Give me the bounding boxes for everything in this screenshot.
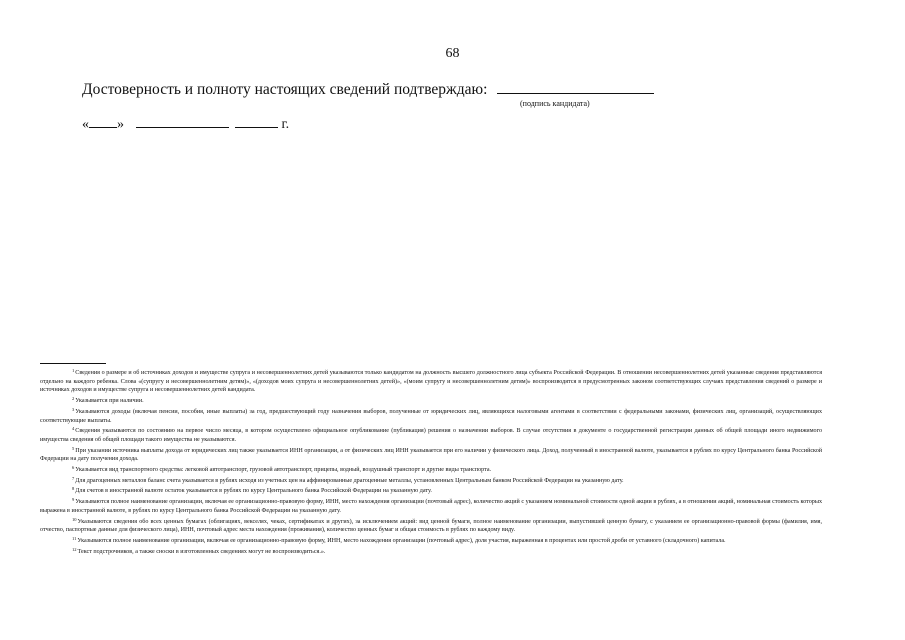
- footnote-text: При указании источника выплаты дохода от юридических лиц также указывается ИНН организации, а от физических лиц ИНН указывается при его наличии у физического лица. Доход, полученный в иностранной валюте, указывается в рублях по курсу Центрального банка Российской Федерации на дату получения дохода.: [40, 447, 822, 463]
- footnote: [40, 367, 822, 395]
- footnote-mark: 10: [72, 516, 77, 522]
- close-quote: »: [117, 117, 124, 132]
- footnote-text: Сведения указываются по состоянию на первое число месяца, в котором осуществлено официальное опубликование (публикация) решения о назначении выборов. В случае отсутствия в документе о государственной регистрации данных об общей площади иного недвижимого имущества сведения об общей площади такого имущества не указываются.: [40, 428, 822, 443]
- confirmation-text: Достоверность и полноту настоящих сведений подтверждаю:: [82, 81, 488, 98]
- footnote-mark: 11: [72, 535, 77, 541]
- footnote-text: Для драгоценных металлов баланс счета указывается в рублях исходя из учетных цен на аффинированные драгоценные металлы, установленных Центральным банком Российской Федерации на указанную дату.: [75, 477, 624, 484]
- footnote: [40, 406, 822, 425]
- confirmation-line: [82, 79, 654, 99]
- footnote-text: Указываются полное наименование организации, включая ее организационно-правовую форму, ИНН, место нахождения организации (почтовый адрес), количество акций с указанием номинальной стоимости одной акции в рублях, а в отношении акций, номинальная стоимость которых выражена в иностранной валюте, в рублях по курсу Центрального банка Российской Федерации на указанную дату.: [40, 499, 822, 514]
- day-blank: [89, 115, 117, 128]
- footnote: [40, 445, 822, 464]
- footnote-text: Указывается при наличии.: [75, 398, 144, 405]
- footnote-text: Указываются полное наименование организации, включая ее организационно-правовую форму, ИНН, место нахождения организации (почтовый адрес), доля участия, выраженная в процентах или простой дроби от уставного (складочного) капитала.: [77, 537, 726, 544]
- open-quote: «: [82, 117, 89, 132]
- footnote: [40, 496, 822, 515]
- footnote: [40, 464, 822, 475]
- footnote-text: Текст подстрочников, а также сноски в изготовленных сведениях могут не воспроизводиться.».: [77, 548, 326, 555]
- footnote: [40, 425, 822, 444]
- page-number: 68: [445, 46, 460, 61]
- footnote-text: Указываются доходы (включая пенсии, пособия, иные выплаты) за год, предшествующий году назначения выборов, полученные от юридических лиц, являющихся налоговыми агентами в соответствии с федеральными законами, физических лиц, организаций, осуществляющих соответствующие выплаты.: [40, 408, 822, 424]
- date-line: [82, 115, 289, 133]
- footnote-divider: [40, 363, 106, 364]
- footnote-text: Сведения о размере и об источниках доходов и имуществе супруга и несовершеннолетних детей указываются только кандидатом на должность высшего должностного лица субъекта Российской Федерации. В отношении несовершеннолетних детей указанные сведения представляются отдельно на каждого ребенка. Слова «(супругу и несовершеннолетним детям)», «(доходов моих супруга и несовершеннолетних детей)», «(моим супругу и несовершеннолетним детям)» воспроизводятся в предусмотренных законом соответствующих случаях представления сведений о размере и источниках доходов и имуществе супруга и несовершеннолетних детей кандидата.: [40, 370, 822, 394]
- signature-caption: (подпись кандидата): [520, 99, 590, 108]
- footnote-mark: 9: [72, 497, 75, 503]
- footnote: [40, 546, 822, 557]
- signature-blank: [497, 79, 654, 94]
- footnote: [40, 535, 822, 546]
- footnote: [40, 475, 822, 486]
- footnote-mark: 4: [72, 426, 75, 432]
- footnote-mark: 8: [72, 486, 75, 492]
- footnote: [40, 516, 822, 535]
- footnote-mark: 2: [72, 396, 75, 402]
- footnote-mark: 1: [72, 368, 75, 373]
- footnote-mark: 3: [72, 406, 75, 412]
- footnote-text: Указываются сведения обо всех ценных бумагах (облигациях, векселях, чеках, сертификатах и других), за исключением акций: вид ценной бумаги, полное наименование организации, выпустившей ценную бумагу, с указанием ее организационно-правовой формы (фамилия, имя, отчество, паспортные данные для физического лица), ИНН, почтовый адрес места нахождения (проживания), количество ценных бумаг и общая стоимость в рублях по каждому виду.: [40, 518, 822, 534]
- footnote-text: Для счетов в иностранной валюте остаток указывается в рублях по курсу Центрального банка Российской Федерации на указанную дату.: [75, 488, 432, 495]
- footnotes: [40, 367, 822, 556]
- year-blank: [235, 115, 278, 128]
- month-blank: [136, 115, 229, 128]
- footnote-mark: 7: [72, 475, 75, 481]
- year-suffix: г.: [281, 117, 290, 132]
- footnote-mark: 12: [72, 546, 77, 552]
- footnote: [40, 485, 822, 496]
- footnote-text: Указывается вид транспортного средства: легковой автотранспорт, грузовой автотранспорт, прицепы, водный, воздушный транспорт и другие виды транспорта.: [75, 467, 492, 474]
- footnote-mark: 5: [72, 445, 75, 451]
- footnote-mark: 6: [72, 465, 75, 471]
- footnote: [40, 395, 822, 406]
